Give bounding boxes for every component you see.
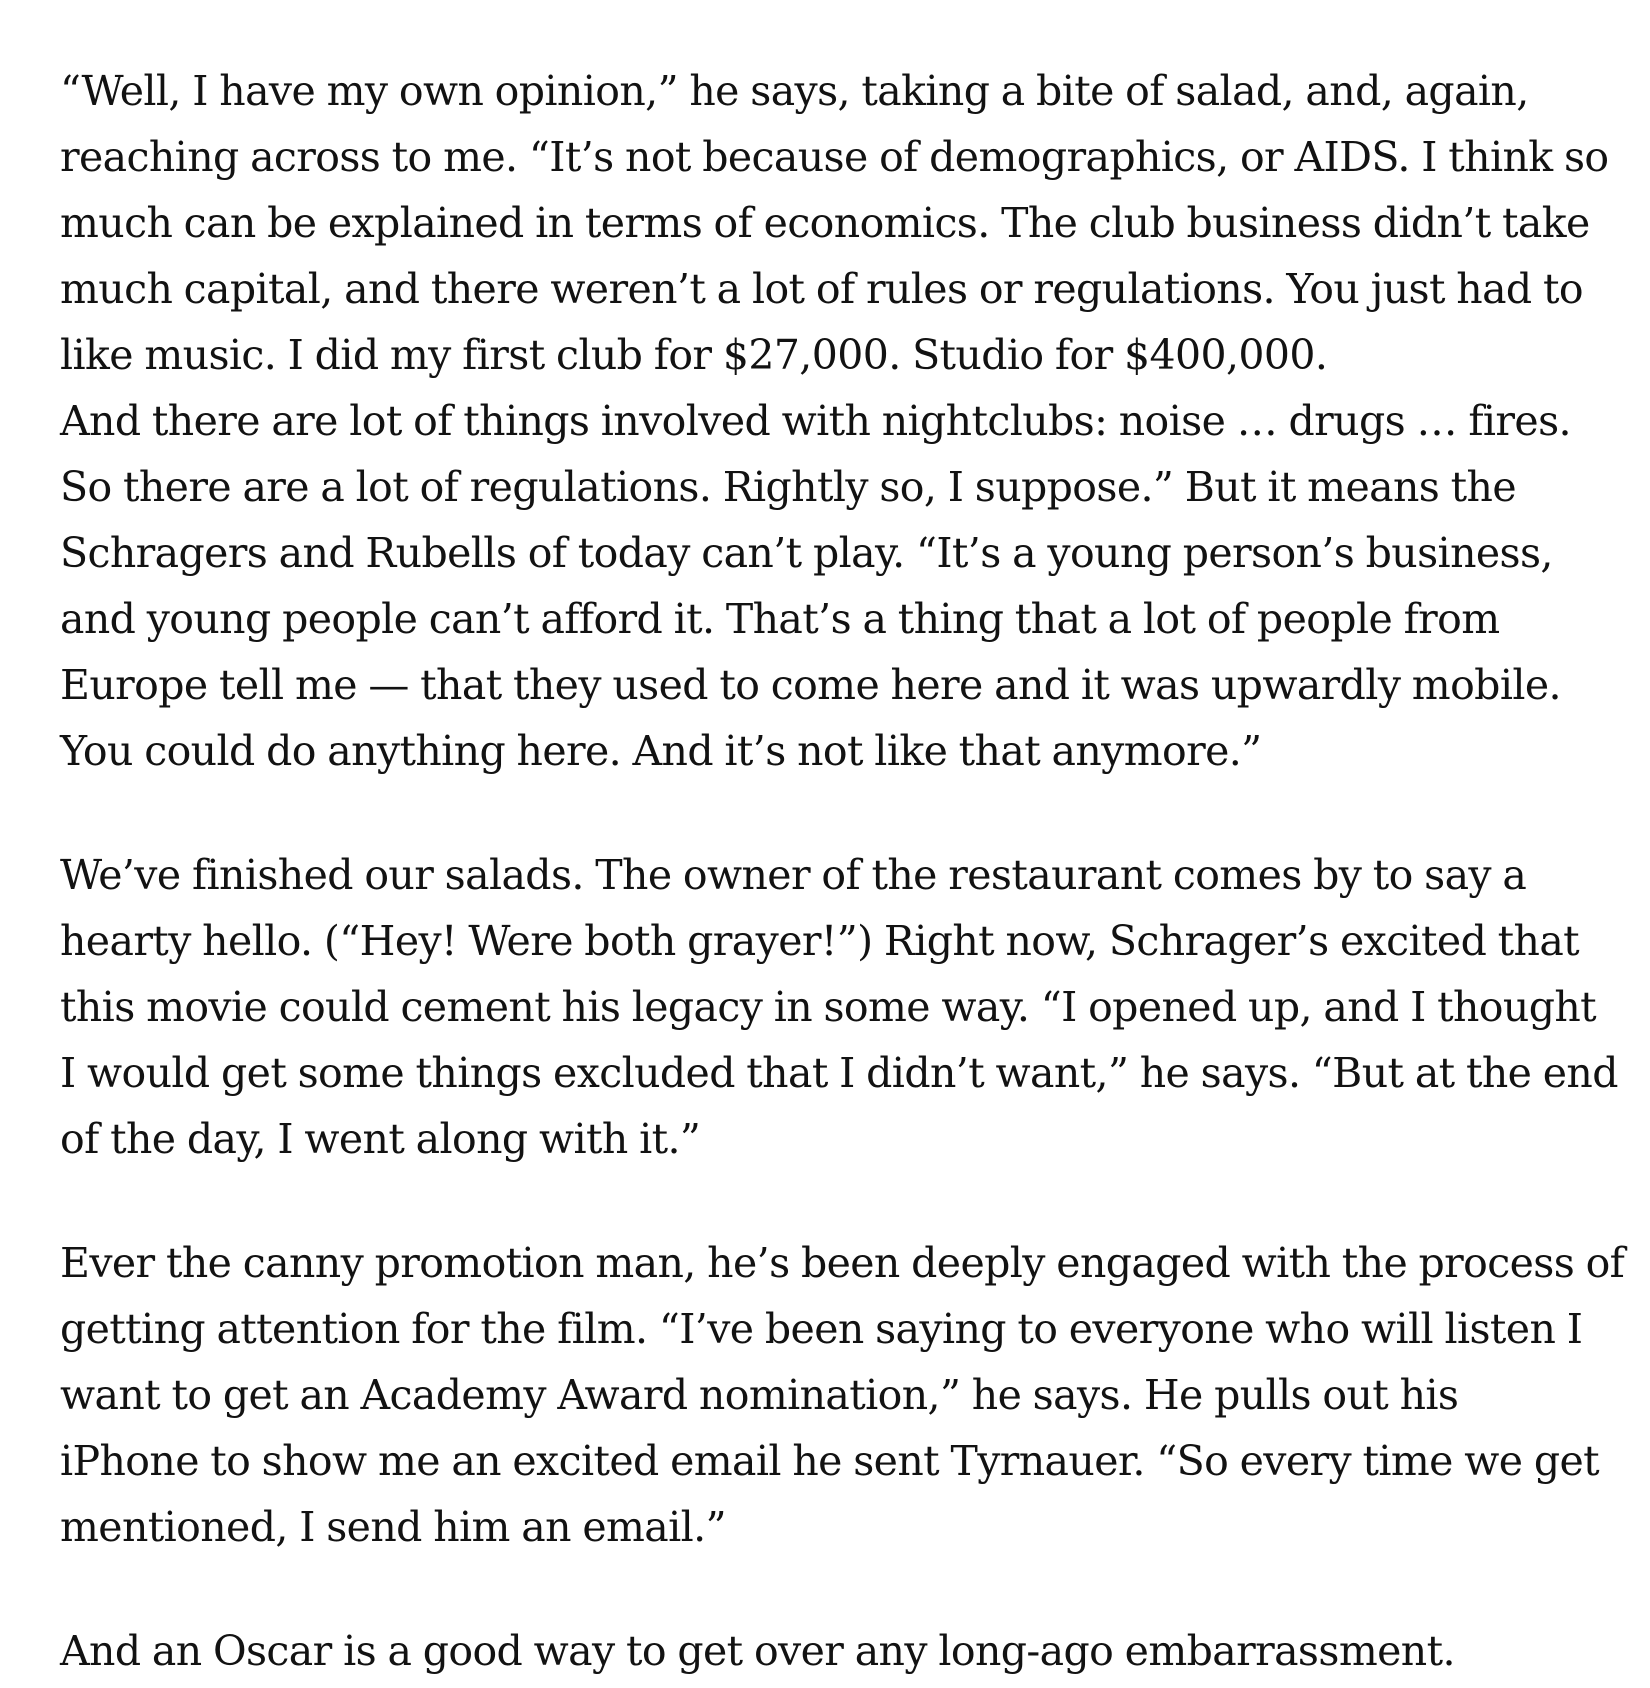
- text-line: And an Oscar is a good way to get over any long-ago embarrassment.: [60, 1627, 1455, 1675]
- text-line: We’ve finished our salads. The owner of the restaurant comes by to say a: [60, 851, 1527, 899]
- text-line: I would get some things excluded that I didn’t want,” he says. “But at the end: [60, 1049, 1618, 1097]
- paragraph-1: [60, 58, 1620, 784]
- text-line: Schragers and Rubells of today can’t play. “It’s a young person’s business,: [60, 529, 1553, 577]
- text-line: getting attention for the film. “I’ve been saying to everyone who will listen I: [60, 1305, 1583, 1353]
- text-line: You could do anything here. And it’s not like that anymore.”: [60, 727, 1262, 775]
- text-line: And there are lot of things involved with nightclubs: noise … drugs … fires.: [60, 397, 1571, 445]
- text-line: of the day, I went along with it.”: [60, 1115, 701, 1163]
- text-line: “Well, I have my own opinion,” he says, taking a bite of salad, and, again,: [60, 67, 1529, 115]
- text-line: much can be explained in terms of economics. The club business didn’t take: [60, 199, 1590, 247]
- text-line: reaching across to me. “It’s not because of demographics, or AIDS. I think so: [60, 133, 1609, 181]
- text-line: Europe tell me — that they used to come here and it was upwardly mobile.: [60, 661, 1561, 709]
- text-line: Ever the canny promotion man, he’s been deeply engaged with the process of: [60, 1239, 1625, 1287]
- text-line: like music. I did my first club for $27,000. Studio for $400,000.: [60, 331, 1328, 379]
- text-line: iPhone to show me an excited email he sent Tyrnauer. “So every time we get: [60, 1437, 1600, 1485]
- text-line: want to get an Academy Award nomination,” he says. He pulls out his: [60, 1371, 1459, 1419]
- text-line: much capital, and there weren’t a lot of rules or regulations. You just had to: [60, 265, 1583, 313]
- text-line: So there are a lot of regulations. Rightly so, I suppose.” But it means the: [60, 463, 1516, 511]
- article-body: [60, 58, 1625, 1684]
- text-line: hearty hello. (“Hey! Were both grayer!”) Right now, Schrager’s excited that: [60, 917, 1580, 965]
- paragraph-3: [60, 1230, 1625, 1560]
- text-line: mentioned, I send him an email.”: [60, 1503, 726, 1551]
- paragraph-2: [60, 842, 1620, 1172]
- text-line: and young people can’t afford it. That’s a thing that a lot of people from: [60, 595, 1500, 643]
- text-line: this movie could cement his legacy in some way. “I opened up, and I thought: [60, 983, 1597, 1031]
- paragraph-4: [60, 1618, 1620, 1684]
